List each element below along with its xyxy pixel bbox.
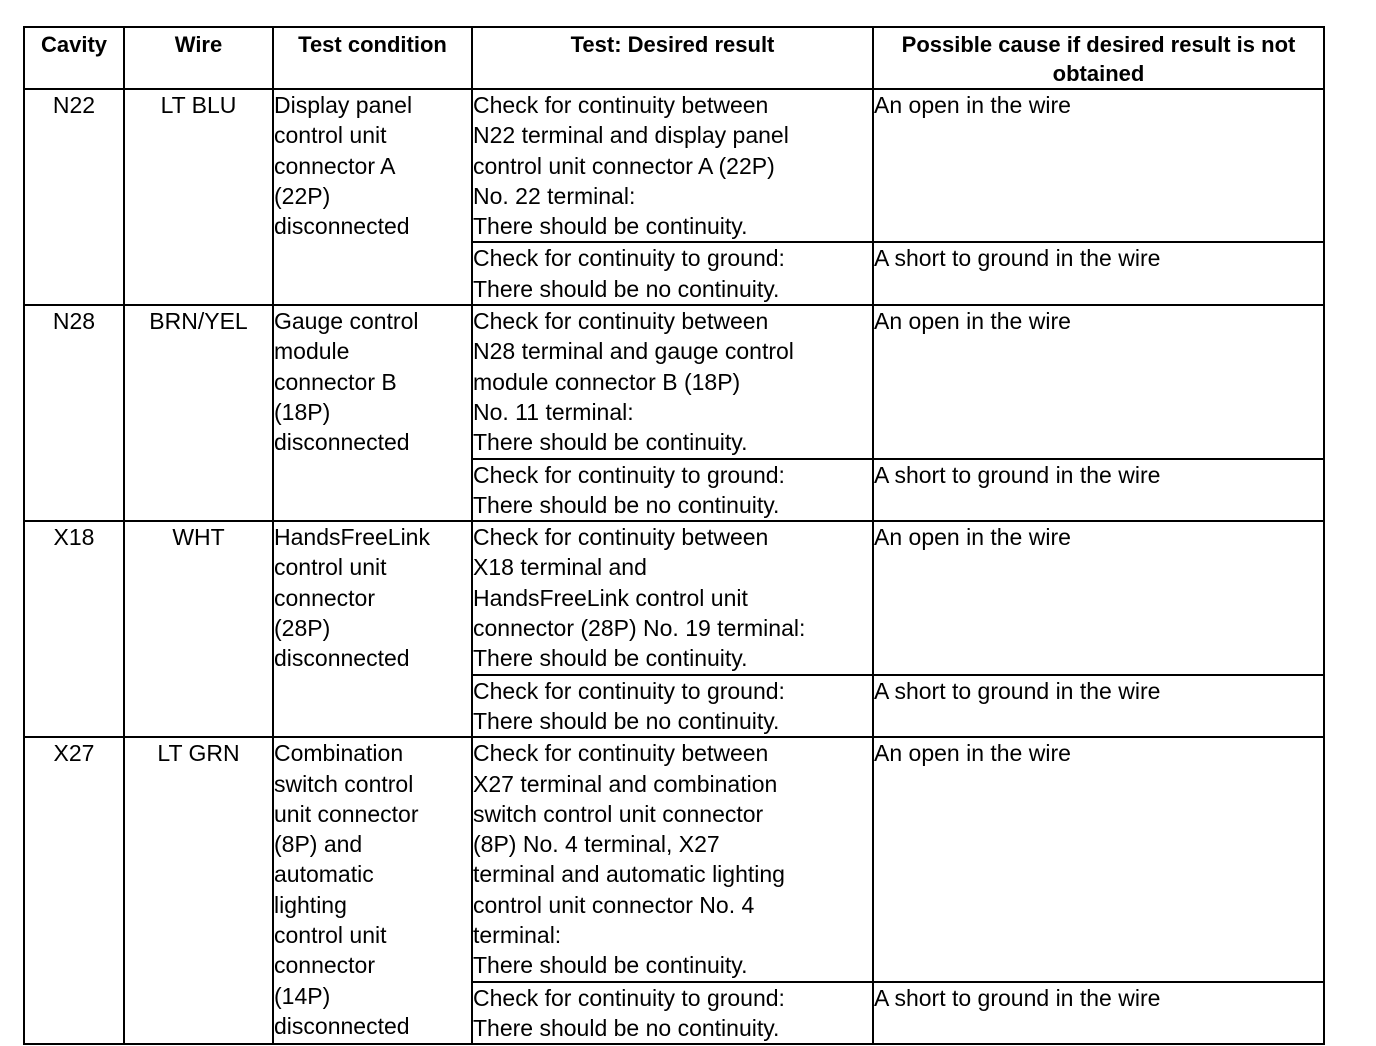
open-cause-cell: An open in the wire (873, 89, 1324, 242)
test-line: terminal: (473, 922, 562, 949)
short-test-cell (472, 675, 873, 738)
short-test-cell (472, 982, 873, 1045)
condition-line: connector (274, 584, 376, 611)
cavity-cell: N22 (24, 89, 124, 305)
condition-line: (8P) and (274, 831, 363, 858)
header-desired-result: Test: Desired result (472, 27, 873, 89)
table-row (24, 305, 1324, 458)
test-line: control unit connector A (22P) (473, 152, 775, 179)
test-line: N28 terminal and gauge control (473, 338, 794, 365)
condition-line: (28P) (274, 615, 331, 642)
test-line: module connector B (18P) (473, 368, 741, 395)
test-line: X27 terminal and combination (473, 770, 778, 797)
condition-line: disconnected (274, 645, 410, 672)
condition-line: disconnected (274, 213, 410, 240)
condition-line: connector B (274, 368, 397, 395)
condition-line: (22P) (274, 182, 331, 209)
test-line: There should be continuity. (473, 645, 748, 672)
test-line: Check for continuity to ground: (473, 984, 785, 1011)
open-cause-cell: An open in the wire (873, 521, 1324, 674)
test-condition-cell (273, 521, 472, 737)
test-line: X18 terminal and (473, 554, 647, 581)
test-line: Check for continuity between (473, 92, 769, 118)
condition-line: (14P) (274, 982, 331, 1009)
wire-cell: BRN/YEL (124, 305, 273, 521)
table-row (24, 89, 1324, 242)
test-line: switch control unit connector (473, 800, 764, 827)
test-condition-cell (273, 305, 472, 521)
condition-line: Display panel (274, 92, 413, 118)
table-row (24, 521, 1324, 674)
table-row (24, 737, 1324, 981)
condition-line: lighting (274, 891, 347, 918)
test-condition-cell (273, 737, 472, 1044)
test-line: There should be no continuity. (473, 1014, 780, 1041)
test-line: (8P) No. 4 terminal, X27 (473, 831, 720, 858)
header-test-condition: Test condition (273, 27, 472, 89)
condition-line: (18P) (274, 398, 331, 425)
open-test-cell (472, 305, 873, 458)
test-line: Check for continuity to ground: (473, 245, 785, 272)
test-line: Check for continuity between (473, 524, 769, 551)
condition-line: module (274, 338, 350, 365)
short-cause-cell: A short to ground in the wire (873, 242, 1324, 305)
short-test-cell (472, 459, 873, 522)
open-cause-cell: An open in the wire (873, 305, 1324, 458)
condition-line: connector (274, 952, 376, 979)
wire-cell: WHT (124, 521, 273, 737)
test-line: There should be no continuity. (473, 707, 780, 734)
open-cause-cell: An open in the wire (873, 737, 1324, 981)
test-line: Check for continuity to ground: (473, 677, 785, 704)
condition-line: disconnected (274, 429, 410, 456)
open-test-cell (472, 521, 873, 674)
test-line: There should be no continuity. (473, 275, 780, 302)
test-line: There should be no continuity. (473, 491, 780, 518)
short-cause-cell: A short to ground in the wire (873, 459, 1324, 522)
condition-line: automatic (274, 861, 374, 888)
test-line: Check for continuity between (473, 740, 769, 767)
test-line: There should be continuity. (473, 429, 748, 456)
test-line: N22 terminal and display panel (473, 122, 789, 149)
condition-line: control unit (274, 922, 387, 949)
test-line: control unit connector No. 4 (473, 891, 755, 918)
test-line: No. 11 terminal: (473, 398, 634, 425)
wire-cell: LT BLU (124, 89, 273, 305)
condition-line: Gauge control (274, 308, 419, 335)
header-cavity: Cavity (24, 27, 124, 89)
condition-line: connector A (274, 152, 396, 179)
test-line: terminal and automatic lighting (473, 861, 785, 888)
short-test-cell (472, 242, 873, 305)
test-line: No. 22 terminal: (473, 182, 636, 209)
condition-line: disconnected (274, 1012, 410, 1039)
cavity-cell: X18 (24, 521, 124, 737)
condition-line: switch control (274, 770, 414, 797)
cavity-cell: X27 (24, 737, 124, 1044)
header-wire: Wire (124, 27, 273, 89)
condition-line: Combination (274, 740, 404, 767)
condition-line: control unit (274, 554, 387, 581)
short-cause-cell: A short to ground in the wire (873, 675, 1324, 738)
test-condition-cell (273, 89, 472, 305)
condition-line: HandsFreeLink (274, 524, 430, 551)
cavity-cell: N28 (24, 305, 124, 521)
header-possible-cause: Possible cause if desired result is not obtained (873, 27, 1324, 89)
test-line: HandsFreeLink control unit (473, 584, 748, 611)
test-line: There should be continuity. (473, 213, 748, 240)
test-line: Check for continuity to ground: (473, 461, 785, 488)
test-line: connector (28P) No. 19 terminal: (473, 615, 806, 642)
test-line: Check for continuity between (473, 308, 769, 335)
test-line: There should be continuity. (473, 952, 748, 979)
short-cause-cell: A short to ground in the wire (873, 982, 1324, 1045)
header-row (24, 27, 1324, 89)
open-test-cell (472, 89, 873, 242)
wire-cell: LT GRN (124, 737, 273, 1044)
condition-line: control unit (274, 122, 387, 149)
open-test-cell (472, 737, 873, 981)
condition-line: unit connector (274, 800, 419, 827)
wire-test-table (23, 26, 1325, 1045)
